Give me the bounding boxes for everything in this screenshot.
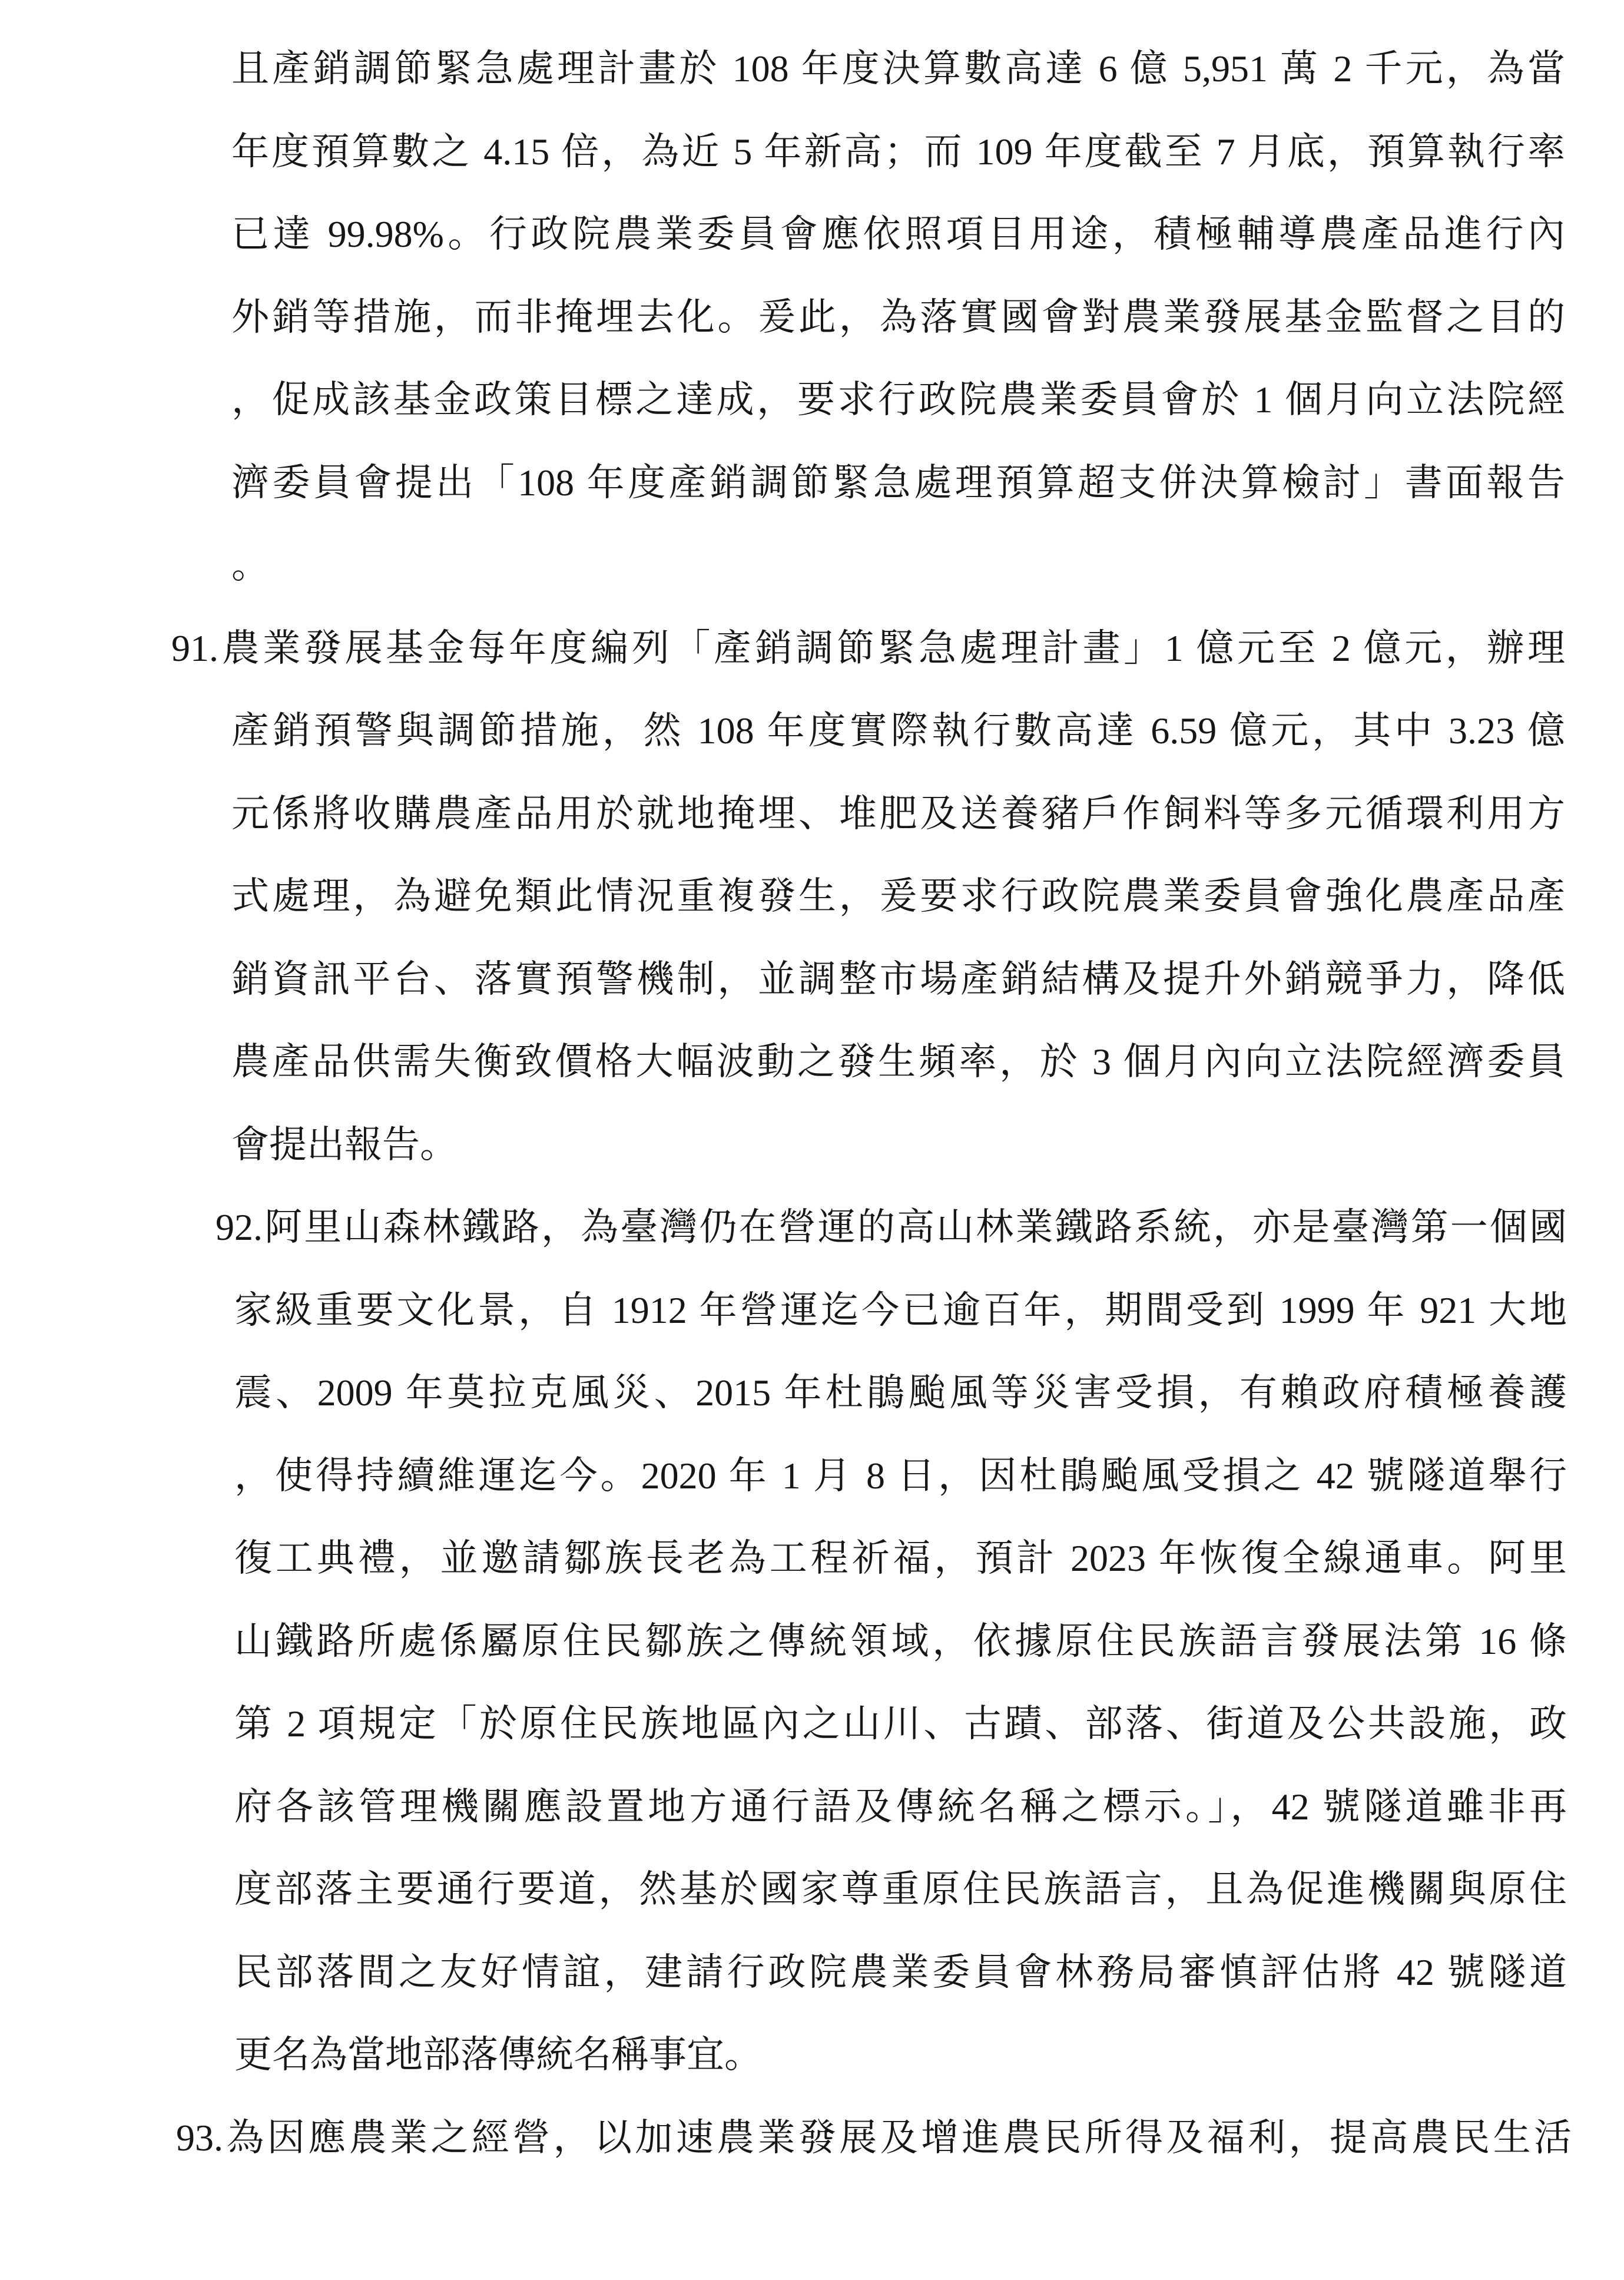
text-line: 外銷等措施，而非掩埋去化。爰此，為落實國會對農業發展基金監督之目的 — [231, 296, 1565, 338]
text-line: 度部落主要通行要道，然基於國家尊重原住民族語言，且為促進機關與原住 — [234, 1868, 1567, 1910]
item-number: 93. — [176, 2116, 223, 2159]
item-number: 91. — [171, 627, 218, 669]
item-number: 92. — [216, 1206, 263, 1248]
text-line-first — [176, 2097, 1572, 2180]
text-line-first — [216, 1186, 1567, 1269]
text-segment: 農業發展基金每年度編列「產銷調節緊急處理計畫」1 億元至 2 億元，辦理 — [218, 627, 1565, 669]
text-segment: 為因應農業之經營，以加速農業發展及增進農民所得及福利，提高農民生活 — [223, 2116, 1572, 2159]
text-line: 。 — [231, 544, 269, 586]
text-line: 已達 99.98%。行政院農業委員會應依照項目用途，積極輔導農產品進行內 — [231, 213, 1565, 255]
text-line-first — [171, 607, 1565, 690]
paragraph-item-93 — [0, 2097, 1624, 2180]
text-line: 家級重要文化景，自 1912 年營運迄今已逾百年，期間受到 1999 年 921 大地 — [234, 1289, 1567, 1331]
paragraph-item-91 — [0, 607, 1624, 1187]
text-line: 元係將收購農產品用於就地掩埋、堆肥及送養豬戶作飼料等多元循環利用方 — [231, 792, 1565, 835]
text-line: 且產銷調節緊急處理計畫於 108 年度決算數高達 6 億 5,951 萬 2 千元，為當 — [231, 48, 1565, 90]
text-line: 產銷預警與調節措施，然 108 年度實際執行數高達 6.59 億元，其中 3.23 億 — [231, 710, 1565, 752]
text-line: 民部落間之友好情誼，建請行政院農業委員會林務局審慎評估將 42 號隧道 — [234, 1951, 1567, 1993]
text-line: ，使得持續維運迄今。2020 年 1 月 8 日，因杜鵑颱風受損之 42 號隧道舉行 — [234, 1454, 1567, 1497]
text-line: 山鐵路所處係屬原住民鄒族之傳統領域，依據原住民族語言發展法第 16 條 — [234, 1620, 1567, 1662]
text-line: 會提出報告。 — [231, 1123, 458, 1166]
text-line: 式處理，為避免類此情況重複發生，爰要求行政院農業委員會強化農產品產 — [231, 875, 1565, 917]
text-line: 復工典禮，並邀請鄒族長老為工程祈福，預計 2023 年恢復全線通車。阿里 — [234, 1537, 1567, 1579]
text-line: 濟委員會提出「108 年度產銷調節緊急處理預算超支併決算檢討」書面報告 — [231, 461, 1565, 504]
text-line: 年度預算數之 4.15 倍，為近 5 年新高；而 109 年度截至 7 月底，預算執行率 — [231, 130, 1565, 173]
text-line: 更名為當地部落傳統名稱事宜。 — [234, 2034, 762, 2076]
document-body — [0, 28, 1624, 2179]
paragraph-item-92 — [0, 1186, 1624, 2097]
text-line: 銷資訊平台、落實預警機制，並調整市場產銷結構及提升外銷競爭力，降低 — [231, 958, 1565, 1000]
text-line: 府各該管理機關應設置地方通行語及傳統名稱之標示。」，42 號隧道雖非再 — [234, 1785, 1567, 1828]
text-line: 農產品供需失衡致價格大幅波動之發生頻率，於 3 個月內向立法院經濟委員 — [231, 1041, 1565, 1083]
text-line: ，促成該基金政策目標之達成，要求行政院農業委員會於 1 個月向立法院經 — [231, 379, 1565, 421]
text-segment: 阿里山森林鐵路，為臺灣仍在營運的高山林業鐵路系統，亦是臺灣第一個國 — [263, 1206, 1567, 1248]
text-line: 震、2009 年莫拉克風災、2015 年杜鵑颱風等災害受損，有賴政府積極養護 — [234, 1372, 1567, 1414]
paragraph-continuation — [0, 28, 1624, 607]
text-line: 第 2 項規定「於原住民族地區內之山川、古蹟、部落、街道及公共設施，政 — [234, 1703, 1567, 1745]
